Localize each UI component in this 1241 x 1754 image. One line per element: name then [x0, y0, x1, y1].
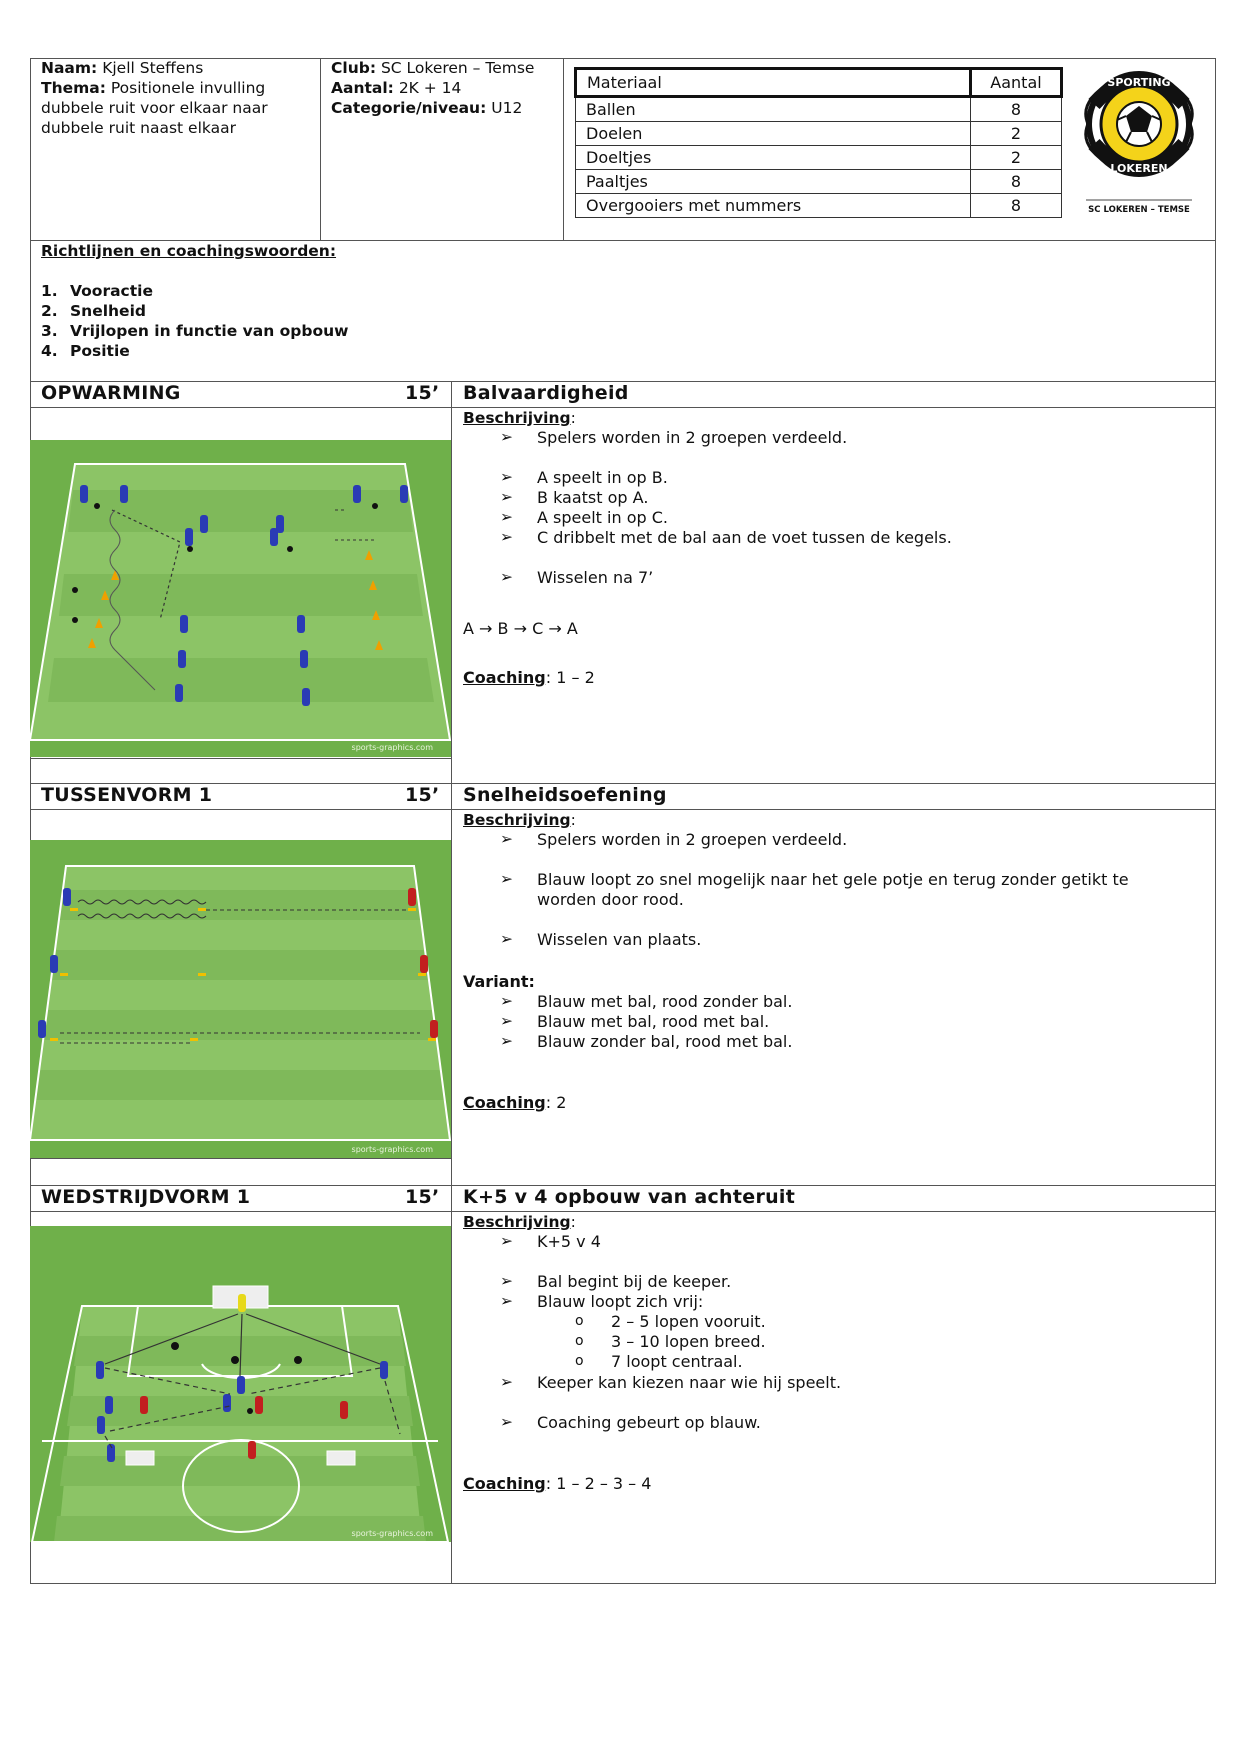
sub-bullet-icon: o [575, 1333, 584, 1349]
description-line: A speelt in op B. [537, 468, 668, 487]
description-line: Keeper kan kiezen naar wie hij speelt. [537, 1373, 842, 1392]
naam-label: Naam: [41, 59, 98, 77]
material-name: Paaltjes [576, 170, 971, 194]
material-count: 8 [971, 194, 1062, 218]
materials-table [574, 67, 1063, 218]
bullet-icon: ➢ [500, 1232, 513, 1250]
coaching-value: : 2 [545, 1093, 567, 1112]
logo-caption: SC LOKEREN – TEMSE [1088, 205, 1190, 215]
diagram-watermark: sports-graphics.com [351, 1145, 433, 1154]
description-line: Wisselen van plaats. [537, 930, 702, 949]
bullet-icon: ➢ [500, 528, 513, 546]
guideline-item: Snelheid [70, 302, 146, 320]
material-name: Doelen [576, 122, 971, 146]
description-line: A speelt in op C. [537, 508, 668, 527]
club-label: Club: [331, 59, 377, 77]
thema-value-line-2: dubbele ruit voor elkaar naar [41, 99, 268, 117]
description-label: Beschrijving [463, 811, 571, 829]
bullet-icon: ➢ [500, 488, 513, 506]
thema-label: Thema: [41, 79, 106, 97]
description-line: C dribbelt met de bal aan de voet tussen de kegels. [537, 528, 952, 547]
bullet-icon: ➢ [500, 1032, 513, 1050]
logo-top-text: SPORTING [1107, 76, 1171, 89]
description-line: Spelers worden in 2 groepen verdeeld. [537, 428, 848, 447]
section-name: OPWARMING [41, 382, 181, 404]
bullet-icon: ➢ [500, 1413, 513, 1431]
bullet-icon: ➢ [500, 870, 513, 888]
bullet-icon: ➢ [500, 1373, 513, 1391]
bullet-icon: ➢ [500, 930, 513, 948]
coaching-value: : 1 – 2 – 3 – 4 [545, 1474, 652, 1493]
description-label: Beschrijving [463, 1213, 571, 1231]
sub-bullet-icon: o [575, 1313, 584, 1329]
sub-line: 7 loopt centraal. [611, 1352, 743, 1371]
coaching-label: Coaching [463, 1474, 546, 1493]
description-line: Blauw loopt zo snel mogelijk naar het gele potje en terug zonder getikt te [537, 870, 1129, 889]
thema-value-line-3: dubbele ruit naast elkaar [41, 119, 236, 137]
section-duration: 15’ [405, 784, 440, 806]
section-name: WEDSTRIJDVORM 1 [41, 1186, 251, 1208]
naam-value: Kjell Steffens [102, 59, 204, 77]
description-label: Beschrijving [463, 409, 571, 427]
material-count: 8 [971, 170, 1062, 194]
material-name: Doeltjes [576, 146, 971, 170]
categorie-label: Categorie/niveau: [331, 99, 487, 117]
material-count: 2 [971, 122, 1062, 146]
coaching-value: : 1 – 2 [545, 668, 595, 687]
guideline-item: Vooractie [70, 282, 153, 300]
sub-line: 2 – 5 lopen vooruit. [611, 1312, 766, 1331]
drill-diagram-opwarming [30, 440, 451, 757]
table-row [576, 97, 1062, 122]
materials-header-count: Aantal [971, 69, 1062, 97]
diagram-watermark: sports-graphics.com [351, 1529, 433, 1538]
bullet-icon: ➢ [500, 568, 513, 586]
bullet-icon: ➢ [500, 1012, 513, 1030]
description-line: K+5 v 4 [537, 1232, 601, 1251]
section-duration: 15’ [405, 382, 440, 404]
thema-value: Positionele invulling [110, 79, 266, 97]
coaching-label: Coaching [463, 1093, 546, 1112]
description-line: Bal begint bij de keeper. [537, 1272, 732, 1291]
club-value: SC Lokeren – Temse [380, 59, 535, 77]
bullet-icon: ➢ [500, 830, 513, 848]
guideline-item: Vrijlopen in functie van opbouw [70, 322, 349, 340]
section-duration: 15’ [405, 1186, 440, 1208]
variant-line: Blauw zonder bal, rood met bal. [537, 1032, 793, 1051]
description-line: Spelers worden in 2 groepen verdeeld. [537, 830, 848, 849]
aantal-label: Aantal: [331, 79, 394, 97]
diagram-watermark: sports-graphics.com [351, 743, 433, 752]
guideline-item: Positie [70, 342, 130, 360]
section-title: Snelheidsoefening [463, 784, 667, 806]
variant-line: Blauw met bal, rood met bal. [537, 1012, 770, 1031]
section-title: Balvaardigheid [463, 382, 629, 404]
material-name: Ballen [576, 97, 971, 122]
table-row [576, 146, 1062, 170]
categorie-value: U12 [491, 99, 523, 117]
aantal-value: 2K + 14 [398, 79, 462, 97]
sequence-text: A → B → C → A [463, 619, 578, 638]
material-count: 8 [971, 97, 1062, 122]
table-row [576, 170, 1062, 194]
club-logo [1080, 60, 1198, 220]
table-row [576, 194, 1062, 218]
material-count: 2 [971, 146, 1062, 170]
drill-diagram-tussenvorm [30, 840, 451, 1158]
description-line: worden door rood. [537, 890, 684, 909]
coaching-label: Coaching [463, 668, 546, 687]
sub-bullet-icon: o [575, 1353, 584, 1369]
bullet-icon: ➢ [500, 1292, 513, 1310]
description-line: B kaatst op A. [537, 488, 649, 507]
bullet-icon: ➢ [500, 468, 513, 486]
sub-line: 3 – 10 lopen breed. [611, 1332, 766, 1351]
variant-line: Blauw met bal, rood zonder bal. [537, 992, 793, 1011]
description-line: Blauw loopt zich vrij: [537, 1292, 704, 1311]
description-line: Wisselen na 7’ [537, 568, 654, 587]
variant-label: Variant: [463, 972, 535, 991]
bullet-icon: ➢ [500, 1272, 513, 1290]
description-line: Coaching gebeurt op blauw. [537, 1413, 761, 1432]
section-title: K+5 v 4 opbouw van achteruit [463, 1186, 796, 1208]
table-row [576, 122, 1062, 146]
logo-bottom-text: LOKEREN [1110, 162, 1168, 175]
material-name: Overgooiers met nummers [576, 194, 971, 218]
section-name: TUSSENVORM 1 [41, 784, 213, 806]
guidelines-title: Richtlijnen en coachingswoorden: [41, 242, 337, 260]
bullet-icon: ➢ [500, 428, 513, 446]
bullet-icon: ➢ [500, 992, 513, 1010]
materials-header-material: Materiaal [576, 69, 971, 97]
drill-diagram-wedstrijdvorm [30, 1226, 451, 1542]
bullet-icon: ➢ [500, 508, 513, 526]
